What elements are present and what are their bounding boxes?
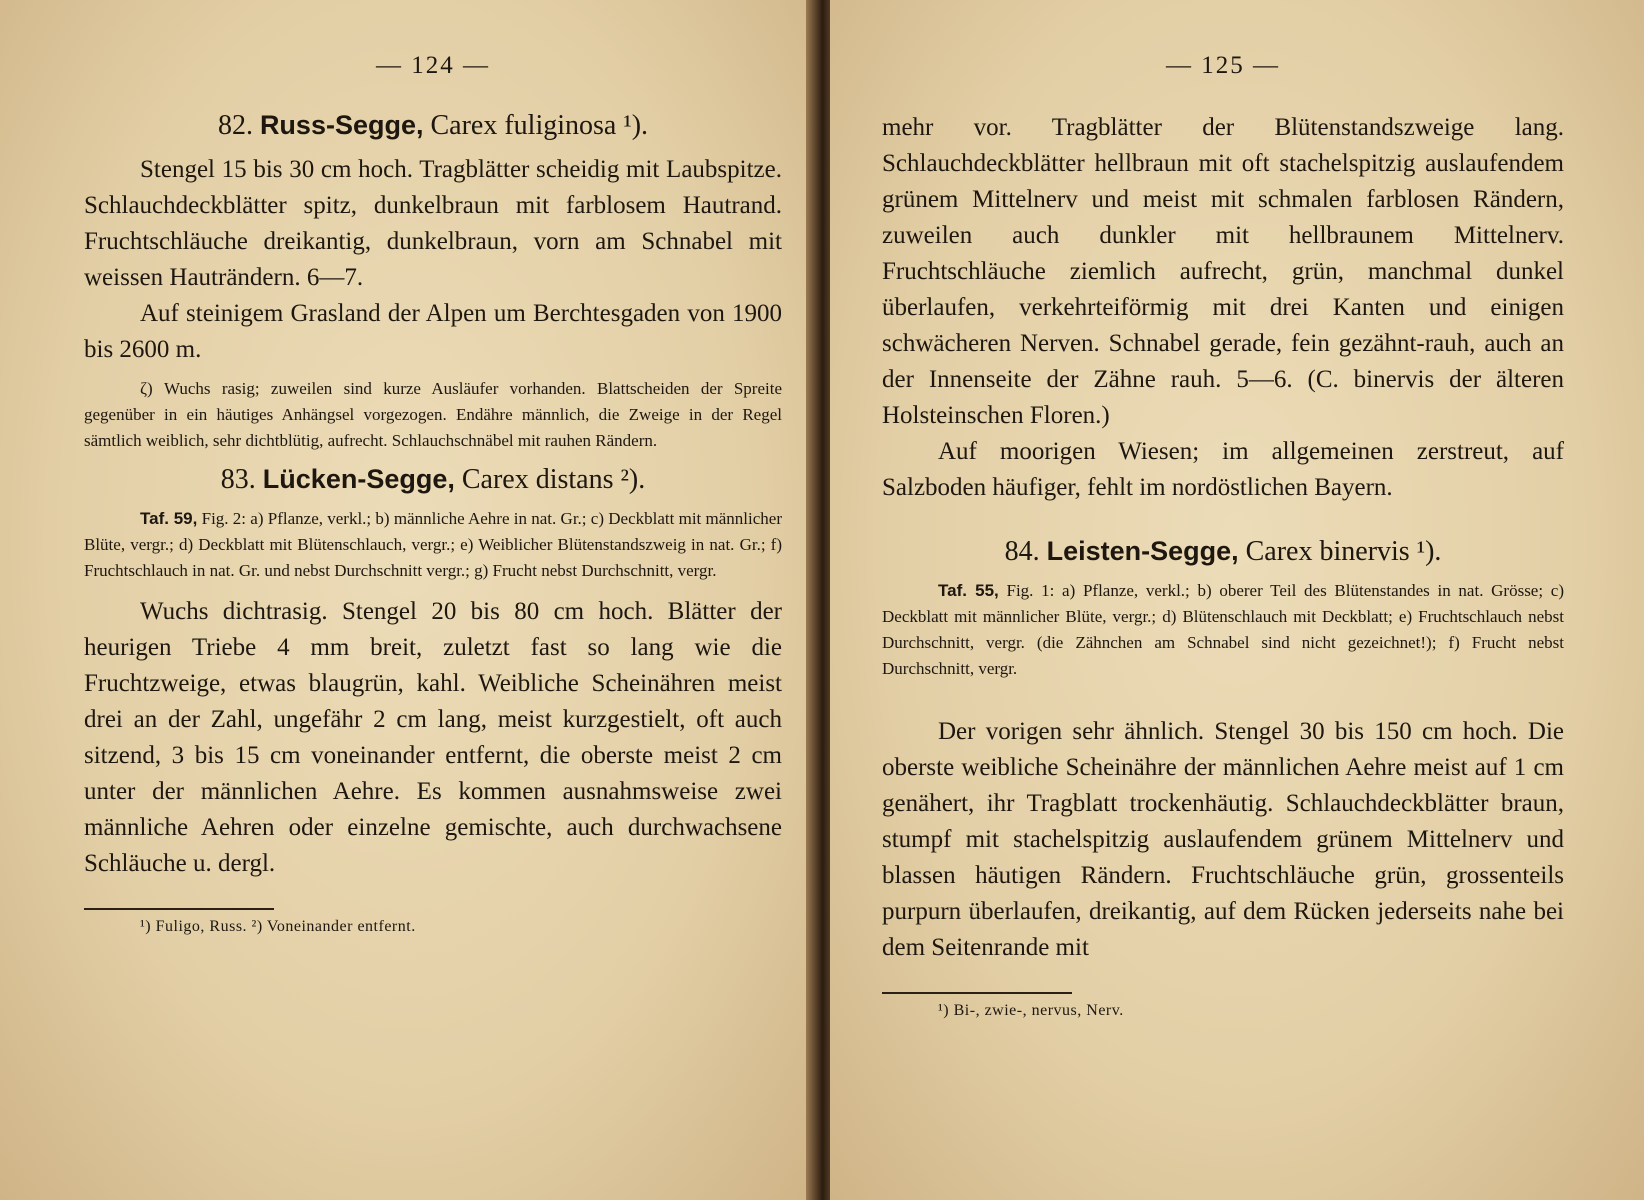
page-number: — 124 — — [376, 52, 490, 79]
species-name-latin: Carex fuliginosa ¹). — [430, 110, 649, 141]
species-name-latin: Carex binervis ¹). — [1245, 536, 1442, 567]
footnote-divider — [84, 908, 274, 910]
species-description: Wuchs dichtrasig. Stengel 20 bis 80 cm hoch. Blätter der heurigen Triebe 4 mm breit, zuletzt fast so lang wie die Fruchtzweige, etwas blaugrün, kahl. Weibliche Scheinähren meist drei an der Zahl, ungefähr 2 cm lang, meist kurzgestielt, oft auch sitzend, 3 bis 15 cm voneinander entfernt, die oberste meist 2 cm unter der männlichen Aehre. Es kommen ausnahmsweise zwei männliche Aehren oder einzelne gemischte, auch durchwachsene Schläuche u. dergl. — [84, 598, 782, 877]
species-description: Stengel 15 bis 30 cm hoch. Tragblätter scheidig mit Laubspitze. Schlauchdeckblätter spitz, dunkelbraun mit farblosem Hautrand. Fruchtschläuche dreikantig, dunkelbraun, vorn am Schnabel mit weissen Hauträndern. 6—7. — [84, 156, 782, 291]
right-page — [830, 0, 1644, 1200]
species-name-german: Lücken-Segge, — [262, 464, 455, 494]
plate-reference — [882, 578, 1564, 682]
species-number: 84. — [1004, 536, 1040, 567]
species-description: Der vorigen sehr ähnlich. Stengel 30 bis 150 cm hoch. Die oberste weibliche Scheinähre der männlichen Aehre meist auf 1 cm genähert, ihr Tragblatt trockenhäutig. Schlauchdeckblätter braun, stumpf mit stachelspitzig auslaufendem grünem Mittelnerv und blassen häutigen Rändern. Fruchtschläuche grün, grossenteils purpurn überlaufen, dreikantig, auf dem Rücken jederseits nahe bei dem Seitenrande mit — [882, 718, 1564, 961]
footnote: ¹) Bi-, zwie-, nervus, Nerv. — [938, 1002, 1124, 1019]
plate-label: Taf. 55, — [938, 581, 999, 600]
plate-label: Taf. 59, — [140, 509, 198, 528]
species-note: ζ) Wuchs rasig; zuweilen sind kurze Ausläufer vorhanden. Blattscheiden der Spreite gegenüber in ein häutiges Anhängsel vorgezogen. Endähre männlich, die Zweige in der Regel sämtlich weiblich, sehr dichtblütig, aufrecht. Schlauchschnäbel mit rauhen Rändern. — [84, 379, 782, 450]
species-name-latin: Carex distans ²). — [461, 464, 646, 495]
species-habitat: Auf moorigen Wiesen; im allgemeinen zerstreut, auf Salzboden häufiger, fehlt im nordöstlichen Bayern. — [882, 438, 1564, 501]
species-heading-82 — [84, 110, 782, 142]
continued-description: mehr vor. Tragblätter der Blütenstandszweige lang. Schlauchdeckblätter hellbraun mit oft stachelspitzig auslaufendem grünem Mittelnerv und meist mit schmalen farblosen Rändern, zuweilen auch dunkler mit hellbraunem Mittelnerv. Fruchtschläuche ziemlich aufrecht, grün, manchmal dunkel überlaufen, verkehrteiförmig mit drei Kanten und einigen schwächeren Nerven. Schnabel gerade, fein gezähnt-rauh, auch an der Innenseite der Zähne rauh. 5—6. (C. binervis der älteren Holsteinschen Floren.) — [882, 114, 1564, 429]
species-habitat: Auf steinigem Grasland der Alpen um Berchtesgaden von 1900 bis 2600 m. — [84, 300, 782, 363]
page-number: — 125 — — [1166, 52, 1280, 79]
plate-text: Fig. 1: a) Pflanze, verkl.; b) oberer Teil des Blütenstandes in nat. Grösse; c) Deckblatt mit männlicher Blüte, vergr.; d) Blütenschlauch mit Deckblatt; e) Fruchtschlauch nebst Durchschnitt, vergr. (die Zähnchen am Schnabel sind nicht gezeichnet!); f) Frucht nebst Durchschnitt, vergr. — [882, 581, 1564, 678]
spacer — [882, 692, 1564, 714]
species-heading-84 — [882, 536, 1564, 568]
footnote-divider — [882, 992, 1072, 994]
species-number: 83. — [220, 464, 256, 495]
plate-reference — [84, 506, 782, 584]
species-name-german: Russ-Segge, — [259, 110, 424, 140]
plate-text: Fig. 2: a) Pflanze, verkl.; b) männliche Aehre in nat. Gr.; c) Deckblatt mit männlicher Blüte, vergr.; d) Deckblatt mit Blütenschlauch, vergr.; e) Weiblicher Blütenstandszweig in nat. Gr.; f) Fruchtschlauch in nat. Gr. und nebst Durchschnitt vergr.; g) Frucht nebst Durchschnitt, vergr. — [84, 509, 782, 580]
spacer — [882, 506, 1564, 528]
left-page — [0, 0, 812, 1200]
species-number: 82. — [217, 110, 253, 141]
species-name-german: Leisten-Segge, — [1046, 536, 1239, 566]
species-heading-83 — [84, 464, 782, 496]
footnote: ¹) Fuligo, Russ. ²) Voneinander entfernt. — [140, 918, 416, 935]
